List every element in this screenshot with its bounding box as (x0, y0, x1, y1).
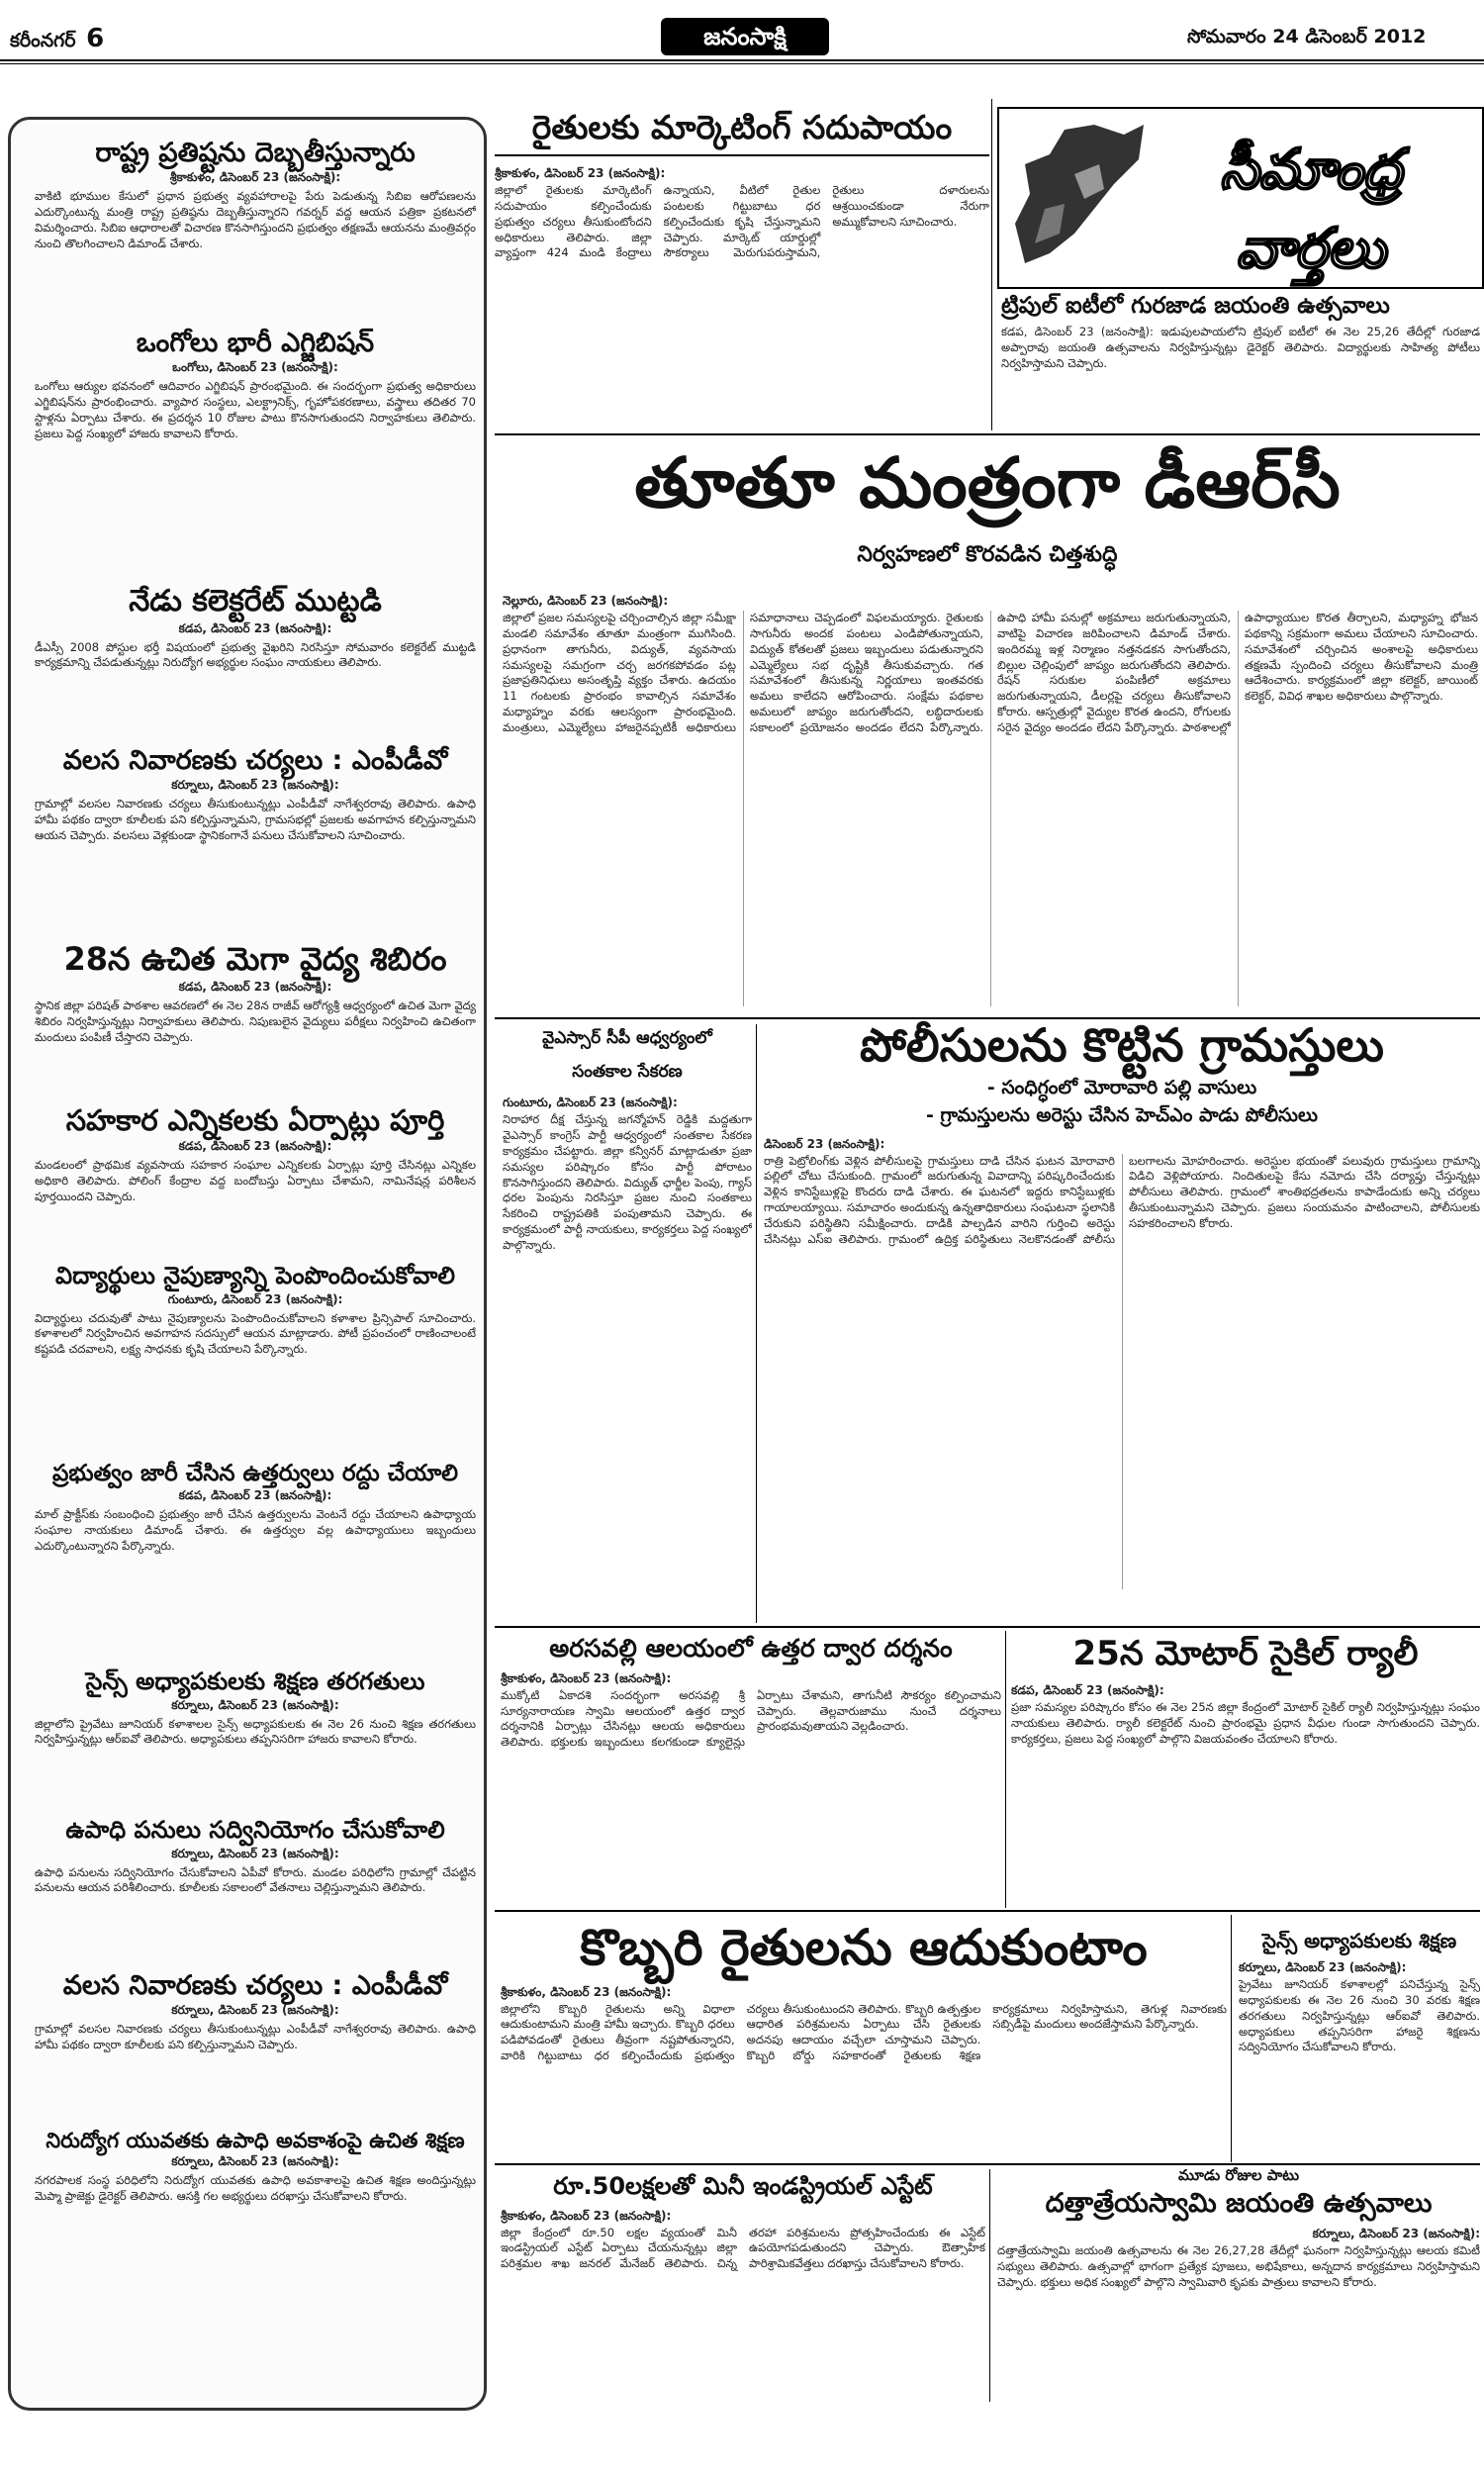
masthead (661, 18, 829, 55)
sidebar-article (35, 1104, 476, 1253)
article-headline: 28న ఉచిత మెగా వైద్య శిబిరం (63, 940, 447, 978)
article-headline: సైన్స్‌ అధ్యాపకులకు శిక్షణ (1261, 1929, 1457, 1952)
article-triple-it (1001, 293, 1480, 441)
article-dateline: శ్రీకాకుళం, డిసెంబర్‌ 23 (జనంసాక్షి): (495, 165, 666, 180)
article-kicker: మూడు రోజుల పాటు (1177, 2166, 1300, 2184)
article-headline: సహకార ఎన్నికలకు ఏర్పాట్లు పూర్తి (65, 1103, 445, 1137)
article-headline: విద్యార్థులు నైపుణ్యాన్ని పెంపొందించుకోవాలి (55, 1262, 455, 1289)
article-headline: రైతులకు మార్కెటింగ్‌ సదుపాయం (495, 109, 989, 156)
article-dateline: కడప, డిసెంబర్‌ 23 (జనంసాక్షి): (178, 620, 332, 635)
article-body: నిరాహార దీక్ష చేస్తున్న జగన్మోహన్‌ రెడ్డికి మద్దతుగా వైఎస్సార్‌ కాంగ్రెస్‌ పార్టీ ఆధ్వర్యంలో సంతకాల సేకరణ కార్యక్రమం చేపట్టారు. జిల్లా కన్వీనర్‌ మాట్లాడుతూ ప్రజా సమస్యల పరిష్కారం కోసం పార్టీ పోరాటం కొనసాగిస్తుందని తెలిపారు. విద్యుత్‌ ఛార్జీల పెంపు, గ్యాస్‌ ధరల పెంపును నిరసిస్తూ ప్రజల నుంచి సంతకాలు సేకరించి రాష్ట్రపతికి పంపుతామని చెప్పారు. ఈ కార్యక్రమంలో పార్టీ నాయకులు, కార్యకర్తలు పెద్ద సంఖ్యలో పాల్గొన్నారు. (503, 1112, 752, 1252)
sidebar-article (35, 1668, 476, 1807)
sidebar-article (35, 585, 476, 733)
article-dateline: గుంటూరు, డిసెంబర్‌ 23 (జనంసాక్షి): (503, 1095, 678, 1110)
article-dateline: శ్రీకాకుళం, డిసెంబర్ 23 (జనంసాక్షి): (169, 170, 341, 185)
article-dateline: కర్నూలు, డిసెంబర్‌ 23 (జనంసాక్షి): (1239, 1960, 1407, 1974)
article-body: డీఎస్సీ 2008 పోస్టుల భర్తీ విషయంలో ప్రభుత్వ వైఖరిని నిరసిస్తూ సోమవారం కలెక్టరేట్‌ ముట్టడి కార్యక్రమాన్ని చేపడుతున్నట్లు నిరుద్యోగ అభ్యర్థుల సంఘం నాయకులు తెలిపారు. (35, 639, 476, 670)
column-divider (1005, 1631, 1006, 1908)
article-headline: 25న మోటార్‌ సైకిల్‌ ర్యాలీ (1072, 1634, 1419, 1673)
article-dateline: కర్నూలు, డిసెంబర్‌ 23 (జనంసాక్షి): (171, 1697, 339, 1712)
page-section-label (10, 24, 104, 56)
article-body: ముక్కోటి ఏకాదశి సందర్భంగా అరసవల్లి శ్రీ సూర్యనారాయణ స్వామి ఆలయంలో ఉత్తర ద్వార దర్శనానికి ఏర్పాట్లు చేసినట్లు ఆలయ అధికారులు తెలిపారు. భక్తులకు ఇబ్బందులు కలగకుండా క్యూలైన్లు ఏర్పాటు చేశామని, తాగునీటి సౌకర్యం కల్పించామని చెప్పారు. తెల్లవారుజాము నుంచే దర్శనాలు ప్రారంభమవుతాయని వెల్లడించారు. (501, 1687, 1001, 1750)
sidebar-article (35, 328, 476, 575)
article-body: వాకిటి భూముల కేసులో ప్రధాన ప్రభుత్వ వ్యవహారాలపై పేరు పెడుతున్న సిబిఐ ఆరోపణలను ఎదుర్కొంటున్న మంత్రి రాష్ట్ర ప్రతిష్ఠను దెబ్బతీస్తున్నారని గవర్నర్‌ వద్ద ఆయన పత్రికా ప్రకటనలో విమర్శించారు. సిబిఐ ఆధారాలతో విచారణ కొనసాగిస్తుందని ప్రభుత్వం తక్షణమే ఆయనను మంత్రివర్గం నుంచి తొలగించాలని డిమాండ్‌ చేశారు. (35, 189, 476, 250)
sidebar-article (35, 1817, 476, 1955)
article-headline: పోలీసులను కొట్టిన గ్రామస్తులు (860, 1018, 1384, 1072)
article-body: నగరపాలక సంస్థ పరిధిలోని నిరుద్యోగ యువతకు ఉపాధి అవకాశాలపై ఉచిత శిక్షణ అందిస్తున్నట్లు మెప్మా ప్రాజెక్టు డైరెక్టర్‌ తెలిపారు. ఆసక్తి గల అభ్యర్థులు దరఖాస్తు చేసుకోవాలని కోరారు. (35, 2173, 476, 2203)
article-headline: సైన్స్‌ అధ్యాపకులకు శిక్షణ తరగతులు (85, 1667, 425, 1695)
article-dateline: కడప, డిసెంబర్‌ 23 (జనంసాక్షి): (1011, 1683, 1164, 1698)
article-dateline: శ్రీకాకుళం, డిసెంబర్‌ 23 (జనంసాక్షి): (501, 2208, 672, 2223)
header-rule-2 (0, 63, 1484, 64)
article-body: మాల్‌ ప్రాక్టీస్‌కు సంబంధించి ప్రభుత్వం జారీ చేసిన ఉత్తర్వులను వెంటనే రద్దు చేయాలని ఉపాధ్యాయ సంఘాల నాయకులు డిమాండ్‌ చేశారు. ఈ ఉత్తర్వుల వల్ల ఉపాధ్యాయులు ఇబ్బందులు ఎదుర్కొంటున్నారని పేర్కొన్నారు. (35, 1507, 476, 1554)
sidebar-article (35, 2129, 476, 2376)
article-headline: ఒంగోలు భారీ ఎగ్జిబిషన్‌ (136, 328, 375, 358)
masthead-logo-text: జనంసాక్షి (703, 23, 787, 50)
article-dateline: గుంటూరు, డిసెంబర్‌ 23 (జనంసాక్షి): (167, 1291, 343, 1306)
article-body: జిల్లాలో రైతులకు మార్కెటింగ్‌ సదుపాయం కల్పించేందుకు ప్రభుత్వం చర్యలు తీసుకుంటోందని అధికారులు తెలిపారు. జిల్లా వ్యాప్తంగా 424 మండి కేంద్రాలు ఉన్నాయని, వీటిలో రైతుల పంటలకు గిట్టుబాటు ధర కల్పించేందుకు కృషి చేస్తున్నామని చెప్పారు. మార్కెట్‌ యార్డుల్లో సౌకర్యాలు మెరుగుపరుస్తామని, రైతులు దళారులను ఆశ్రయించకుండా నేరుగా అమ్ముకోవాలని సూచించారు. (495, 182, 989, 260)
article-body: జిల్లాలోని ప్రైవేటు జూనియర్‌ కళాశాలల సైన్స్‌ అధ్యాపకులకు ఈ నెల 26 నుంచి శిక్షణ తరగతులు నిర్వహిస్తున్నట్లు ఆర్‌ఐవో తెలిపారు. అధ్యాపకులు తప్పనిసరిగా హాజరు కావాలని కోరారు. (35, 1716, 476, 1747)
article-headline: వలస నివారణకు చర్యలు : ఎంపీడీవో (62, 745, 448, 776)
article-dateline: కడప, డిసెంబర్‌ 23 (జనంసాక్షి): (178, 1488, 332, 1503)
column-divider (756, 1024, 757, 1623)
sidebar-article (35, 1461, 476, 1659)
article-body: జిల్లాలో ప్రజల సమస్యలపై చర్చించాల్సిన జిల్లా సమీక్షా మండలి సమావేశం తూతూ మంత్రంగా ముగిసింది. ప్రధానంగా తాగునీరు, విద్యుత్‌, వ్యవసాయ సమస్యలపై సమగ్రంగా చర్చ జరగకపోవడం పట్ల ప్రజాప్రతినిధులు అసంతృప్తి వ్యక్తం చేశారు. ఉదయం 11 గంటలకు ప్రారంభం కావాల్సిన సమావేశం మధ్యాహ్నం వరకు ఆలస్యంగా ప్రారంభమైంది. మంత్రులు, ఎమ్మెల్యేలు హాజరైనప్పటికీ అధికారులు సమాధానాలు చెప్పడంలో విఫలమయ్యారు. రైతులకు సాగునీరు అందక పంటలు ఎండిపోతున్నాయని, విద్యుత్‌ కోతలతో ప్రజలు ఇబ్బందులు పడుతున్నారని ఎమ్మెల్యేలు సభ దృష్టికి తీసుకువచ్చారు. గత సమావేశంలో తీసుకున్న నిర్ణయాలు ఇంతవరకు అమలు కాలేదని ఆరోపించారు. సంక్షేమ పథకాల అమలులో జాప్యం జరుగుతోందని, లబ్ధిదారులకు సకాలంలో ప్రయోజనం అందడం లేదని పేర్కొన్నారు. ఉపాధి హామీ పనుల్లో అక్రమాలు జరుగుతున్నాయని, వాటిపై విచారణ జరిపించాలని డిమాండ్‌ చేశారు. ఇందిరమ్మ ఇళ్ల నిర్మాణం నత్తనడకన సాగుతోందని, బిల్లుల చెల్లింపులో జాప్యం జరుగుతోందని తెలిపారు. రేషన్‌ సరుకుల పంపిణీలో అక్రమాలు జరుగుతున్నాయని, డీలర్లపై చర్యలు తీసుకోవాలని కోరారు. ఆస్పత్రుల్లో వైద్యుల కొరత ఉందని, రోగులకు సరైన వైద్యం అందడం లేదని పేర్కొన్నారు. పాఠశాలల్లో ఉపాధ్యాయుల కొరత తీర్చాలని, మధ్యాహ్న భోజన పథకాన్ని సక్రమంగా అమలు చేయాలని సూచించారు. సమావేశంలో చర్చించిన అంశాలపై అధికారులు తక్షణమే స్పందించి చర్యలు తీసుకోవాలని మంత్రి ఆదేశించారు. కార్యక్రమంలో జిల్లా కలెక్టర్‌, జాయింట్‌ కలెక్టర్‌, వివిధ శాఖల అధికారులు పాల్గొన్నారు. (503, 611, 1478, 735)
article-police (764, 1019, 1480, 1623)
header-rule (0, 59, 1484, 61)
article-body: జిల్లా కేంద్రంలో రూ.50 లక్షల వ్యయంతో మినీ ఇండస్ట్రియల్‌ ఎస్టేట్‌ ఏర్పాటు చేయనున్నట్లు జిల్లా పరిశ్రమల శాఖ జనరల్‌ మేనేజర్‌ తెలిపారు. చిన్న తరహా పరిశ్రమలను ప్రోత్సహించేందుకు ఈ ఎస్టేట్‌ ఉపయోగపడుతుందని చెప్పారు. ఔత్సాహిక పారిశ్రామికవేత్తలు దరఖాస్తు చేసుకోవాలని కోరారు. (501, 2225, 985, 2271)
article-dateline: కర్నూలు, డిసెంబర్‌ 23 (జనంసాక్షి): (171, 2003, 339, 2018)
section-rule (495, 433, 1480, 435)
article-dateline: ఒంగోలు, డిసెంబర్‌ 23 (జనంసాక్షి): (172, 360, 338, 375)
article-body: స్థానిక జిల్లా పరిషత్‌ పాఠశాల ఆవరణలో ఈ నెల 28న రాజీవ్‌ ఆరోగ్యశ్రీ ఆధ్వర్యంలో ఉచిత మెగా వైద్య శిబిరం నిర్వహిస్తున్నట్లు నిర్వాహకులు తెలిపారు. నిపుణులైన వైద్యులు పరీక్షలు నిర్వహించి ఉచితంగా మందులు పంపిణీ చేస్తారని చెప్పారు. (35, 998, 476, 1044)
article-body: ఒంగోలు ఆర్యుల భవనంలో ఆదివారం ఎగ్జిబిషన్‌ ప్రారంభమైంది. ఈ సందర్భంగా ప్రభుత్వ అధికారులు ఎగ్జిబిషన్‌ను ప్రారంభించారు. వ్యాపార సంస్థలు, ఎలక్ట్రానిక్స్‌, గృహోపకరణాలు, వస్త్రాలు తదితర 70 స్టాళ్లను ఏర్పాటు చేశారు. ఈ ప్రదర్శన 10 రోజుల పాటు కొనసాగుతుందని నిర్వాహకులు తెలిపారు. ప్రజలు పెద్ద సంఖ్యలో హాజరు కావాలని కోరారు. (35, 379, 476, 440)
section-rule (495, 1910, 1480, 1912)
article-body: ప్రైవేటు జూనియర్‌ కళాశాలల్లో పనిచేస్తున్న సైన్స్‌ అధ్యాపకులకు ఈ నెల 26 నుంచి 30 వరకు శిక్షణ తరగతులు నిర్వహిస్తున్నట్లు ఆర్‌ఐవో తెలిపారు. అధ్యాపకులు తప్పనిసరిగా హాజరై శిక్షణను సద్వినియోగం చేసుకోవాలని కోరారు. (1239, 1977, 1480, 2054)
article-body: రాత్రి పెట్రోలింగ్‌కు వెళ్లిన పోలీసులపై గ్రామస్తులు దాడి చేసిన ఘటన మోరావారి పల్లిలో చోటు చేసుకుంది. గ్రామంలో జరుగుతున్న వివాదాన్ని పరిష్కరించేందుకు వెళ్లిన కానిస్టేబుళ్లపై కొందరు దాడి చేశారు. ఈ ఘటనలో ఇద్దరు కానిస్టేబుళ్లకు గాయాలయ్యాయి. సమాచారం అందుకున్న ఉన్నతాధికారులు సంఘటనా స్థలానికి చేరుకుని పరిస్థితిని సమీక్షించారు. దాడికి పాల్పడిన వారిని గుర్తించి అరెస్టు చేసినట్లు ఎస్‌ఐ తెలిపారు. గ్రామంలో ఉద్రిక్త పరిస్థితులు నెలకొనడంతో పోలీసు బలగాలను మోహరించారు. అరెస్టుల భయంతో పలువురు గ్రామస్తులు గ్రామాన్ని విడిచి వెళ్లిపోయారు. నిందితులపై కేసు నమోదు చేసి దర్యాప్తు చేస్తున్నట్లు పోలీసులు తెలిపారు. గ్రామంలో శాంతిభద్రతలను కాపాడేందుకు అన్ని చర్యలు తీసుకుంటున్నామని చెప్పారు. ప్రజలు సంయమనం పాటించాలని, పోలీసులకు సహకరించాలని కోరారు. (764, 1153, 1480, 1246)
article-temple (501, 1635, 1001, 1907)
column-divider (991, 99, 992, 430)
article-dattatreya (997, 2167, 1480, 2405)
article-body: ప్రజా సమస్యల పరిష్కారం కోసం ఈ నెల 25న జిల్లా కేంద్రంలో మోటార్‌ సైకిల్‌ ర్యాలీ నిర్వహిస్తున్నట్లు సంఘం నాయకులు తెలిపారు. ర్యాలీ కలెక్టరేట్‌ నుంచి ప్రారంభమై ప్రధాన వీధుల గుండా సాగుతుందని చెప్పారు. కార్యకర్తలు, ప్రజలు పెద్ద సంఖ్యలో పాల్గొని విజయవంతం చేయాలని కోరారు. (1011, 1700, 1480, 1746)
lead-headline: తూతూ మంత్రంగా డీఆర్‌సీ (634, 442, 1341, 523)
article-dateline: కర్నూలు, డిసెంబర్‌ 23 (జనంసాక్షి): (171, 1846, 339, 1860)
page-number: 6 (86, 24, 105, 53)
article-headline: అరసవల్లి ఆలయంలో ఉత్తర ద్వార దర్శనం (549, 1634, 953, 1663)
sidebar-article (35, 1263, 476, 1451)
article-headline: రాష్ట్ర ప్రతిష్టను దెబ్బతీస్తున్నారు (95, 138, 416, 168)
article-science (1239, 1930, 1480, 2157)
article-headline: ప్రభుత్వం జారీ చేసిన ఉత్తర్వులు రద్దు చేయాలి (51, 1461, 459, 1486)
article-subhead: - గ్రామస్తులను అరెస్టు చేసిన హెచ్‌ఎం పాడు పోలీసులు (925, 1103, 1319, 1126)
article-body: జిల్లాలోని కొబ్బరి రైతులను అన్ని విధాలా ఆదుకుంటామని మంత్రి హామీ ఇచ్చారు. కొబ్బరి ధరలు పడిపోవడంతో రైతులు తీవ్రంగా నష్టపోతున్నారని, వారికి గిట్టుబాటు ధర కల్పించేందుకు ప్రభుత్వం చర్యలు తీసుకుంటుందని తెలిపారు. కొబ్బరి ఉత్పత్తుల ఆధారిత పరిశ్రమలను ఏర్పాటు చేసి రైతులకు అదనపు ఆదాయం వచ్చేలా చూస్తామని చెప్పారు. కొబ్బరి బోర్డు సహకారంతో రైతులకు శిక్షణ కార్యక్రమాలు నిర్వహిస్తామని, తెగుళ్ల నివారణకు సబ్సిడీపై మందులు అందజేస్తామని పేర్కొన్నారు. (501, 2001, 1227, 2063)
sidebar-article (35, 941, 476, 1094)
article-drc (503, 594, 1478, 1014)
sidebar-article (35, 745, 476, 933)
article-industrial-estate (501, 2173, 985, 2401)
article-body: విద్యార్థులు చదువుతో పాటు నైపుణ్యాలను పెంపొందించుకోవాలని కళాశాల ప్రిన్సిపాల్‌ సూచించారు. కళాశాలలో నిర్వహించిన అవగాహన సదస్సులో ఆయన మాట్లాడారు. పోటీ ప్రపంచంలో రాణించాలంటే కష్టపడి చదవాలని, లక్ష్య సాధనకు కృషి చేయాలని పేర్కొన్నారు. (35, 1310, 476, 1357)
column-divider (989, 2169, 990, 2402)
article-headline: సంతకాల సేకరణ (572, 1061, 683, 1082)
seemandhra-title: సీమాంధ్ర వార్తలు (1220, 137, 1402, 281)
issue-date: సోమవారం 24 డిసెంబర్ 2012 (1187, 26, 1427, 48)
article-headline: నేడు కలెక్టరేట్‌ ముట్టడి (129, 584, 382, 618)
article-dateline: కర్నూలు, డిసెంబర్‌ 23 (జనంసాక్షి): (1312, 2227, 1480, 2241)
column-divider (1231, 1915, 1232, 2162)
article-body: గ్రామాల్లో వలసల నివారణకు చర్యలు తీసుకుంటున్నట్లు ఎంపీడీవో నాగేశ్వరరావు తెలిపారు. ఉపాధి హామీ పథకం ద్వారా కూలీలకు పని కల్పిస్తున్నామని చెప్పారు. (35, 2022, 476, 2051)
article-headline: దత్తాత్రేయస్వామి జయంతి ఉత్సవాలు (1045, 2188, 1433, 2220)
article-headline: నిరుద్యోగ యువతకు ఉపాధి అవకాశంపై ఉచిత శిక్షణ (46, 2129, 465, 2152)
article-kicker: వైఎస్సార్‌ సీపీ ఆధ్వర్యంలో (542, 1028, 712, 1048)
article-headline: ట్రిపుల్‌ ఐటీలో గురజాడ జయంతి ఉత్సవాలు (1001, 293, 1390, 319)
section-rule (495, 1626, 1480, 1628)
news-briefs-sidebar (8, 117, 487, 2411)
seemandhra-news-box (997, 107, 1484, 289)
article-subhead: - సంధిగ్ధంలో మోరావారి పల్లి వాసులు (986, 1076, 1257, 1098)
article-coconut (501, 1920, 1227, 2157)
article-body: గ్రామాల్లో వలసల నివారణకు చర్యలు తీసుకుంటున్నట్లు ఎంపీడీవో నాగేశ్వరరావు తెలిపారు. ఉపాధి హామీ పథకం ద్వారా కూలీలకు పని కల్పిస్తున్నామని, గ్రామసభల్లో ప్రజలకు అవగాహన కల్పిస్తున్నామని ఆయన చెప్పారు. వలసలు వెళ్లకుండా స్థానికంగానే పనులు చేసుకోవాలని సూచించారు. (35, 797, 476, 842)
article-headline: రూ.50లక్షలతో మినీ ఇండస్ట్రియల్‌ ఎస్టేట్‌ (553, 2172, 933, 2200)
article-rally (1011, 1635, 1480, 1907)
article-body: ఉపాధి పనులను సద్వినియోగం చేసుకోవాలని ఏపీవో కోరారు. మండల పరిధిలోని గ్రామాల్లో చేపట్టిన పనులను ఆయన పరిశీలించారు. కూలీలకు సకాలంలో వేతనాలు చెల్లిస్తున్నామని తెలిపారు. (35, 1864, 476, 1895)
andhra-pradesh-map-icon (1005, 115, 1154, 283)
article-dateline: శ్రీకాకుళం, డిసెంబర్‌ 23 (జనంసాక్షి): (501, 1984, 672, 1999)
article-dateline: శ్రీకాకుళం, డిసెంబర్‌ 23 (జనంసాక్షి): (501, 1670, 672, 1685)
article-dateline: నెల్లూరు, డిసెంబర్‌ 23 (జనంసాక్షి): (503, 594, 669, 608)
article-dateline: కర్నూలు, డిసెంబర్‌ 23 (జనంసాక్షి): (171, 2154, 339, 2169)
section-rule (495, 2163, 1480, 2165)
section-name: కరీంనగర్ (10, 30, 76, 51)
article-body: కడప, డిసెంబర్‌ 23 (జనంసాక్షి): ఇడుపులపాయలోని ట్రిపుల్‌ ఐటీలో ఈ నెల 25,26 తేదీల్లో గురజాడ అప్పారావు జయంతి ఉత్సవాలను నిర్వహిస్తున్నట్లు డైరెక్టర్‌ తెలిపారు. విద్యార్థులకు సాహిత్య పోటీలు నిర్వహిస్తామని చెప్పారు. (1001, 325, 1480, 371)
article-body: మండలంలో ప్రాథమిక వ్యవసాయ సహకార సంఘాల ఎన్నికలకు ఏర్పాట్లు పూర్తి చేసినట్లు ఎన్నికల అధికారి తెలిపారు. పోలింగ్‌ కేంద్రాల వద్ద బందోబస్తు ఏర్పాటు చేశామని, నామినేషన్ల పరిశీలన పూర్తయిందని చెప్పారు. (35, 1158, 476, 1204)
article-dateline: కడప, డిసెంబర్‌ 23 (జనంసాక్షి): (178, 1139, 332, 1154)
article-headline: వలస నివారణకు చర్యలు : ఎంపీడీవో (62, 1970, 448, 2001)
article-ysrcp (503, 1029, 752, 1623)
sidebar-article (35, 138, 476, 321)
lead-subhead: నిర్వహణలో కొరవడిన చిత్తశుద్ధి (857, 542, 1118, 567)
article-dateline: డిసెంబర్‌ 23 (జనంసాక్షి): (764, 1136, 885, 1151)
article-body: దత్తాత్రేయస్వామి జయంతి ఉత్సవాలను ఈ నెల 26,27,28 తేదీల్లో ఘనంగా నిర్వహిస్తున్నట్లు ఆలయ కమిటీ సభ్యులు తెలిపారు. ఉత్సవాల్లో భాగంగా ప్రత్యేక పూజలు, అభిషేకాలు, అన్నదాన కార్యక్రమాలు నిర్వహిస్తామని చెప్పారు. భక్తులు అధిక సంఖ్యలో పాల్గొని స్వామివారి కృపకు పాత్రులు కావాలని కోరారు. (997, 2243, 1480, 2290)
article-headline: ఉపాధి పనులు సద్వినియోగం చేసుకోవాలి (65, 1816, 445, 1844)
sidebar-article (35, 1970, 476, 2114)
article-dateline: కడప, డిసెంబర్‌ 23 (జనంసాక్షి): (178, 979, 332, 994)
article-headline: కొబ్బరి రైతులను ఆదుకుంటాం (580, 1919, 1148, 1976)
article-dateline: కర్నూలు, డిసెంబర్‌ 23 (జనంసాక్షి): (171, 778, 339, 793)
article-marketing (495, 109, 989, 426)
